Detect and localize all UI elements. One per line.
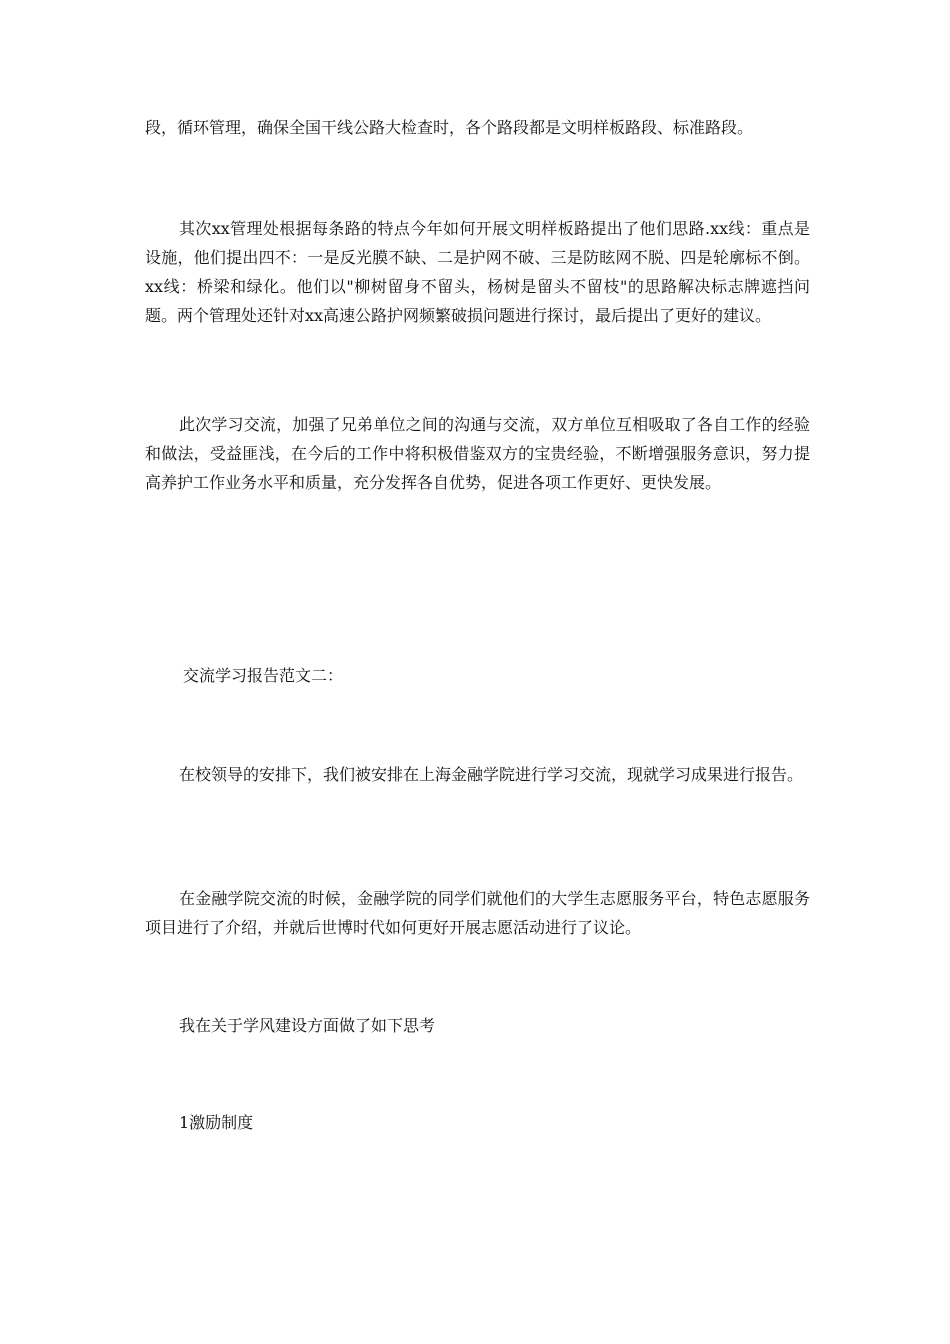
paragraph-volunteer: 在金融学院交流的时候，金融学院的同学们就他们的大学生志愿服务平台，特色志愿服务项目进行了介绍，并就后世博时代如何更好开展志愿活动进行了议论。: [145, 889, 810, 937]
list-item-incentive: 1激励制度: [179, 1113, 254, 1132]
paragraph-arrangement: 在校领导的安排下，我们被安排在上海金融学院进行学习交流，现就学习成果进行报告。: [179, 765, 804, 784]
section-heading: 交流学习报告范文二：: [183, 666, 344, 685]
paragraph-reflection-intro: 我在关于学风建设方面做了如下思考: [179, 1016, 436, 1035]
paragraph-management-ideas: 其次xx管理处根据每条路的特点今年如何开展文明样板路提出了他们思路.xx线：重点是设施，他们提出四不：一是反光膜不缺、二是护网不破、三是防眩网不脱、四是轮廓标不倒。xx线：桥梁和绿化。他们以"柳树留身不留头，杨树是留头不留枝"的思路解决标志牌遮挡问题。两个管理处还针对xx高速公路护网频繁破损问题进行探讨，最后提出了更好的建议。: [145, 219, 810, 325]
paragraph-continuation: 段，循环管理，确保全国干线公路大检查时，各个路段都是文明样板路段、标准路段。: [145, 118, 754, 137]
paragraph-exchange-summary: 此次学习交流，加强了兄弟单位之间的沟通与交流，双方单位互相吸取了各自工作的经验和做法，受益匪浅，在今后的工作中将积极借鉴双方的宝贵经验，不断增强服务意识，努力提高养护工作业务水平和质量，充分发挥各自优势，促进各项工作更好、更快发展。: [145, 415, 810, 492]
